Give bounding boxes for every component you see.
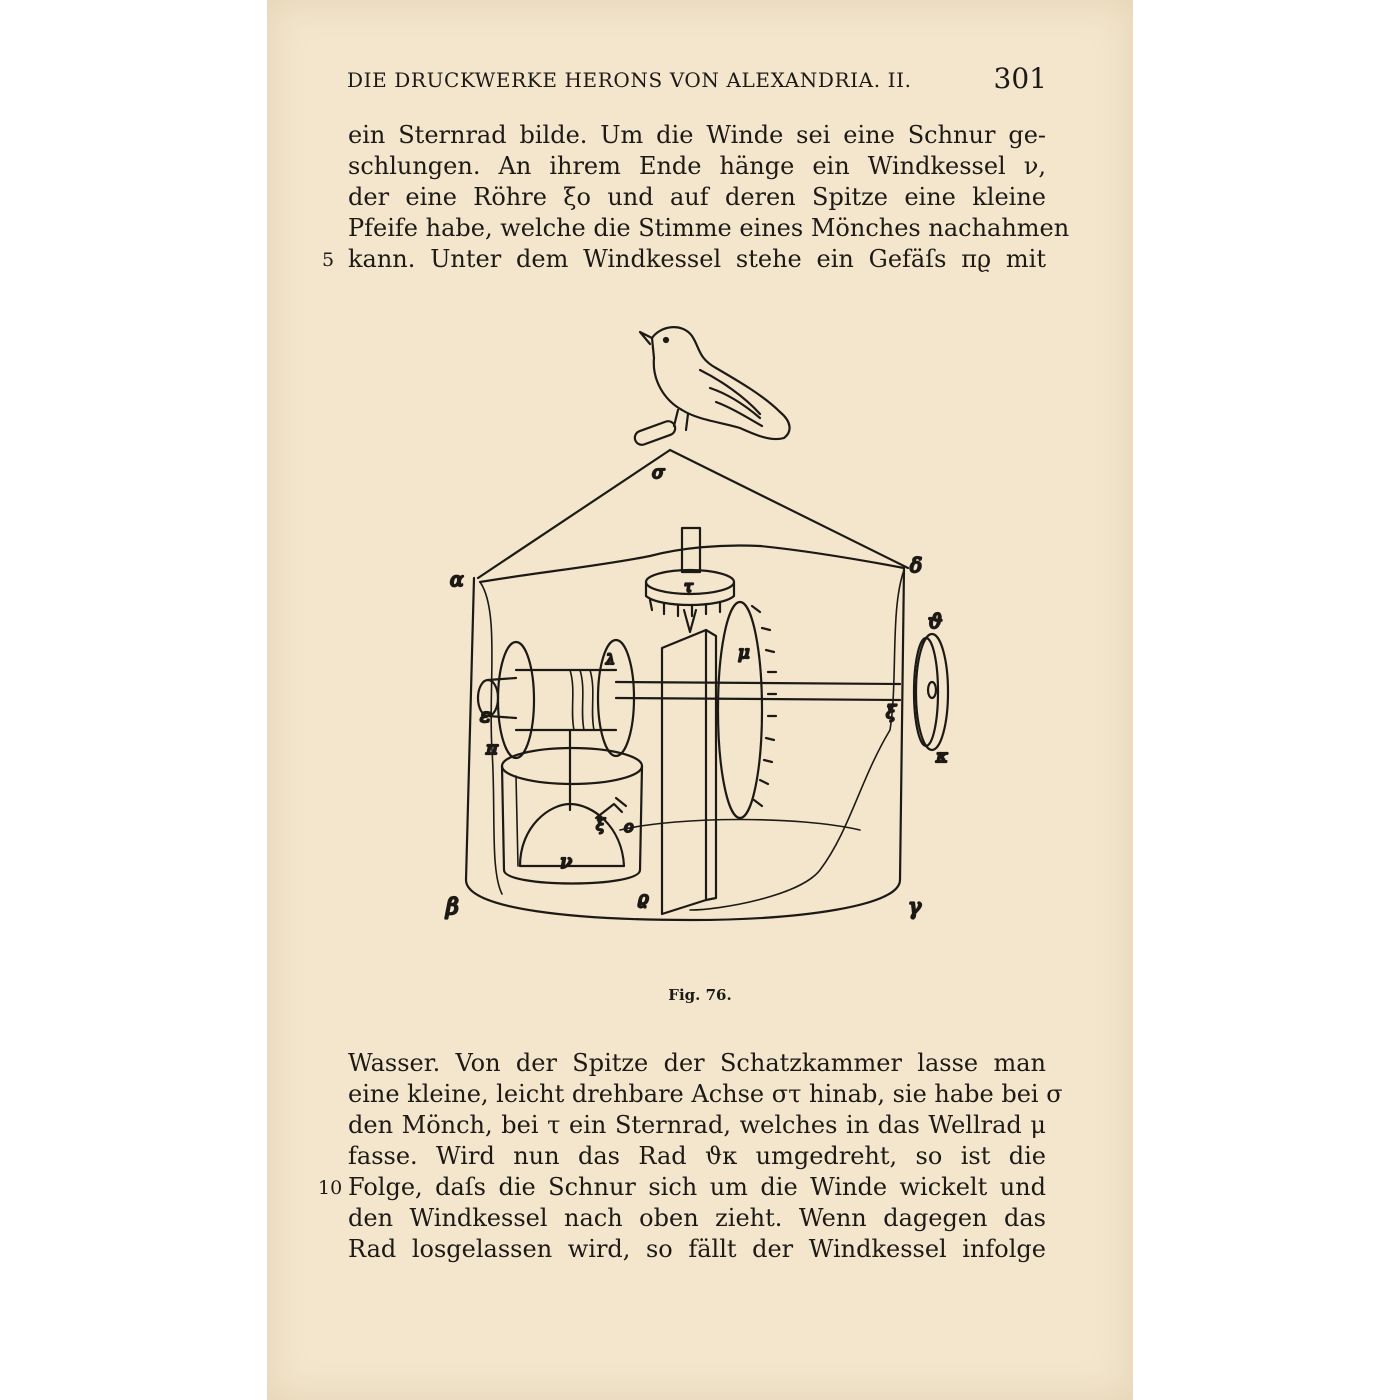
text-line: fasse. Wird nun das Rad ϑκ umgedreht, so ist die: [348, 1142, 1046, 1170]
windkessel-nu: [520, 798, 626, 866]
label-tau: τ: [684, 577, 693, 596]
support-post: [662, 630, 716, 914]
label-rho: ϱ: [638, 888, 649, 909]
text-line: Wasser. Von der Spitze der Schatzkammer lasse man: [348, 1049, 1046, 1077]
label-sigma: σ: [652, 462, 665, 483]
text-line: eine kleine, leicht drehbare Achse στ hinab, sie habe bei σ: [348, 1080, 1063, 1108]
text-line: 10 Folge, daſs die Schnur sich um die Winde wickelt und: [348, 1172, 1046, 1203]
text-line: Rad losgelassen wird, so fällt der Windkessel infolge: [348, 1235, 1046, 1263]
paragraph-top: [322, 120, 1070, 275]
label-beta: β: [446, 895, 459, 920]
header-title: DIE DRUCKWERKE HERONS VON ALEXANDRIA. II.: [347, 68, 912, 92]
label-epsilon: ε: [480, 703, 491, 727]
paragraph-bottom: [318, 1048, 1063, 1265]
horizontal-axle: [616, 682, 900, 700]
text-line: schlungen. An ihrem Ende hänge ein Windkessel ν,: [348, 152, 1046, 180]
line-number: 5: [322, 249, 335, 271]
left-cord: [478, 450, 670, 578]
running-header: [347, 62, 1047, 96]
label-alpha: α: [450, 567, 464, 591]
label-delta: δ: [910, 553, 923, 577]
label-mu: μ: [738, 642, 750, 663]
wheel-mu: [718, 602, 776, 818]
label-theta: ϑ: [928, 609, 943, 633]
text-line: der eine Röhre ξο und auf deren Spitze eine kleine: [348, 183, 1046, 211]
label-xi-right: ξ: [886, 702, 896, 723]
text-line: den Mönch, bei τ ein Sternrad, welches in das Wellrad μ: [348, 1111, 1046, 1139]
text-line: 5 kann. Unter dem Windkessel stehe ein Gefäſs πϱ mit: [348, 244, 1046, 275]
label-nu: ν: [560, 849, 573, 873]
label-kappa: κ: [936, 746, 948, 767]
line-number: 10: [318, 1177, 343, 1199]
figure-illustration: [420, 310, 980, 970]
wheel-theta-kappa: [914, 634, 948, 750]
text-line: ein Sternrad bilde. Um die Winde sei eine Schnur ge-: [348, 121, 1046, 149]
label-omicron: o: [624, 817, 634, 836]
label-lambda: λ: [606, 652, 615, 668]
figure-caption: Fig. 76.: [668, 986, 732, 1004]
text-line: Pfeife habe, welche die Stimme eines Mönches nachahmen: [348, 214, 1070, 242]
label-pi: π: [486, 738, 498, 759]
text-line: den Windkessel nach oben zieht. Wenn dagegen das: [348, 1204, 1046, 1232]
page-number: 301: [993, 62, 1047, 95]
label-gamma: γ: [908, 895, 922, 920]
bird-drawing: [633, 327, 790, 447]
label-xi-small: ξ: [596, 815, 605, 834]
